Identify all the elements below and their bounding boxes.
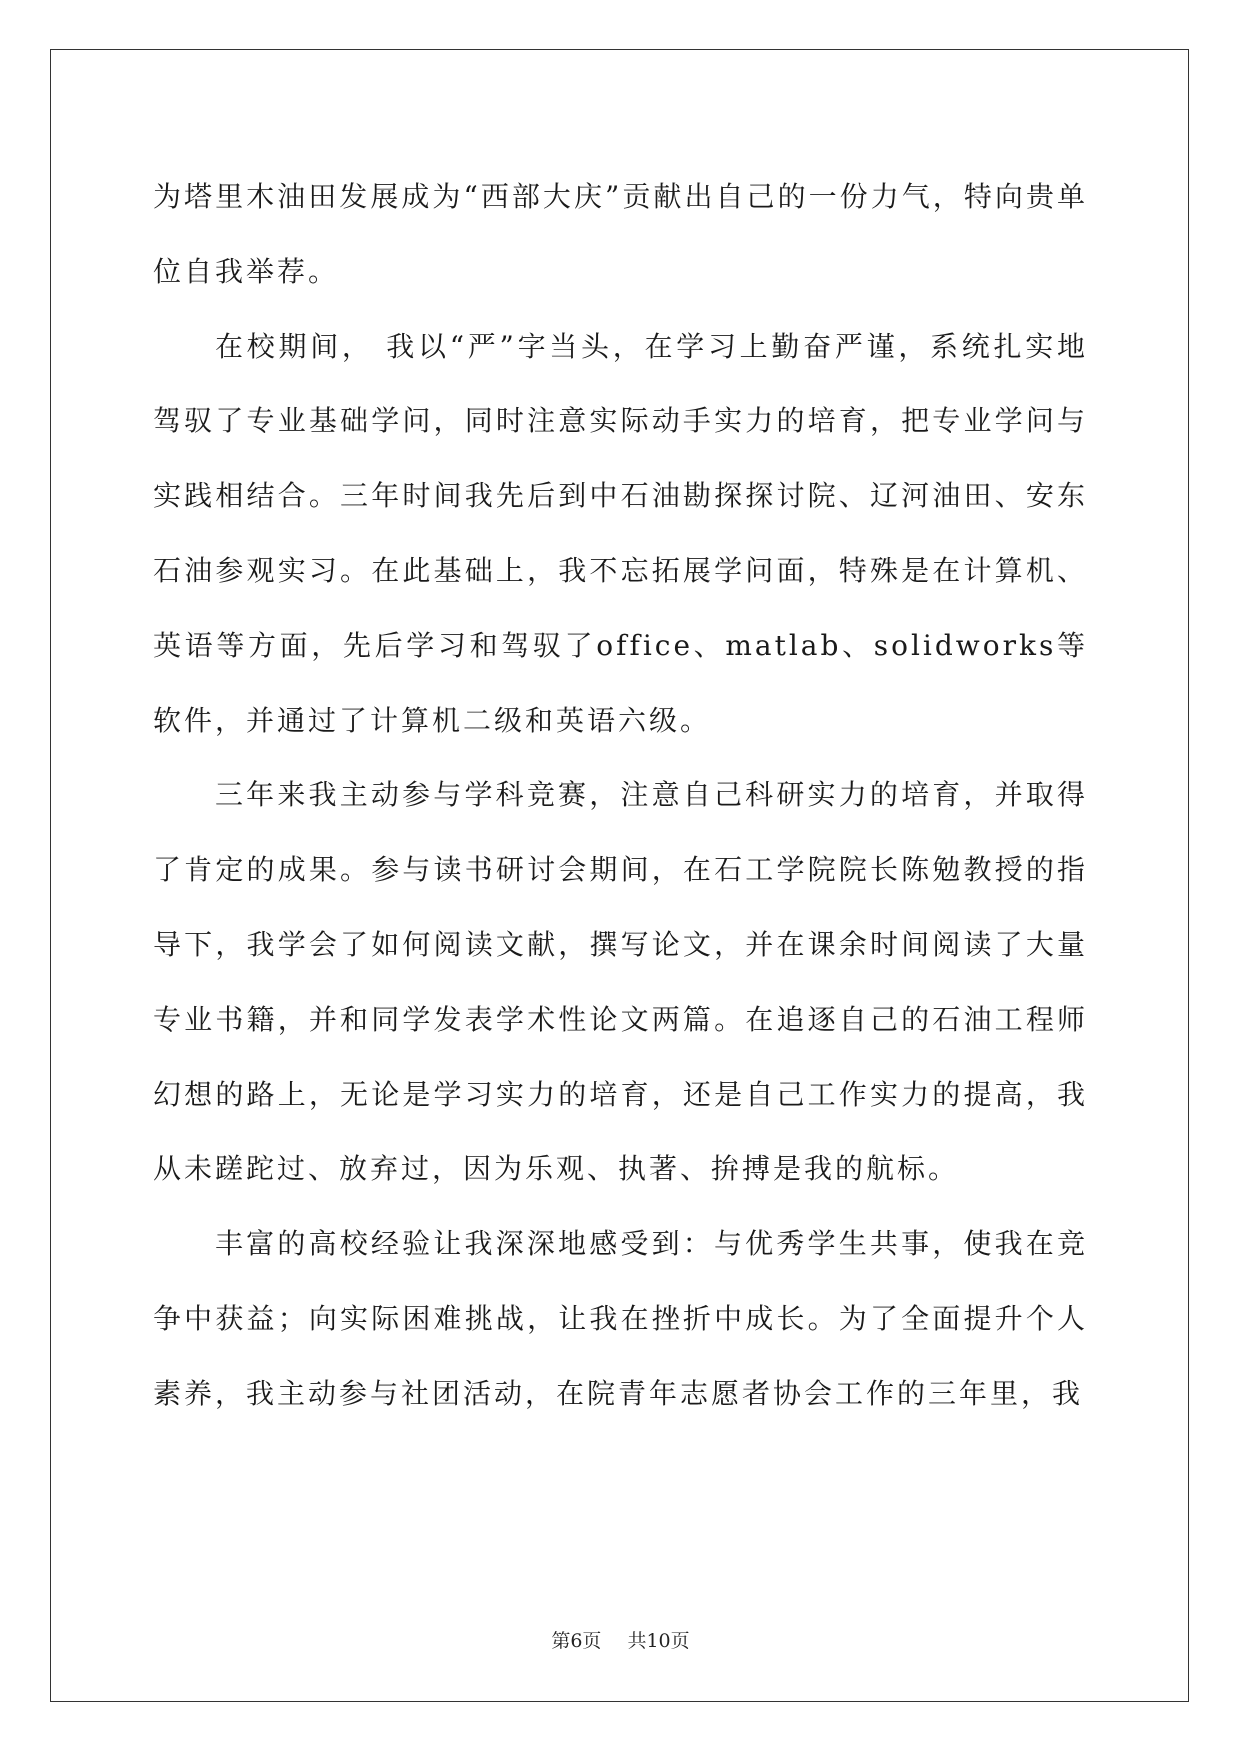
paragraph-4: 丰富的高校经验让我深深地感受到：与优秀学生共事，使我在竞争中获益；向实际困难挑战，让我在挫折中成长。为了全面提升个人素养，我主动参与社团活动，在院青年志愿者协会工作的三年里，我: [153, 1227, 1088, 1410]
paragraph-1: 为塔里木油田发展成为“西部大庆”贡献出自己的一份力气，特向贵单位自我举荐。: [153, 180, 1088, 288]
paragraph-3: 三年来我主动参与学科竞赛，注意自己科研实力的培育，并取得了肯定的成果。参与读书研讨会期间，在石工学院院长陈勉教授的指导下，我学会了如何阅读文献，撰写论文，并在课余时间阅读了大量专业书籍，并和同学发表学术性论文两篇。在追逐自己的石油工程师幻想的路上，无论是学习实力的培育，还是自己工作实力的提高，我从未蹉跎过、放弃过，因为乐观、执著、拚搏是我的航标。: [153, 778, 1088, 1186]
page-footer: [0, 1626, 1241, 1653]
paragraph-2: 在校期间， 我以“严”字当头，在学习上勤奋严谨，系统扎实地驾驭了专业基础学问，同时注意实际动手实力的培育，把专业学问与实践相结合。三年时间我先后到中石油勘探探讨院、辽河油田、安东石油参观实习。在此基础上，我不忘拓展学问面，特殊是在计算机、英语等方面，先后学习和驾驭了office、matlab、solidworks等软件，并通过了计算机二级和英语六级。: [153, 329, 1088, 737]
document-body: [153, 160, 1088, 1432]
page-number: 第6页: [551, 1630, 602, 1652]
page-total: 共10页: [627, 1630, 690, 1652]
